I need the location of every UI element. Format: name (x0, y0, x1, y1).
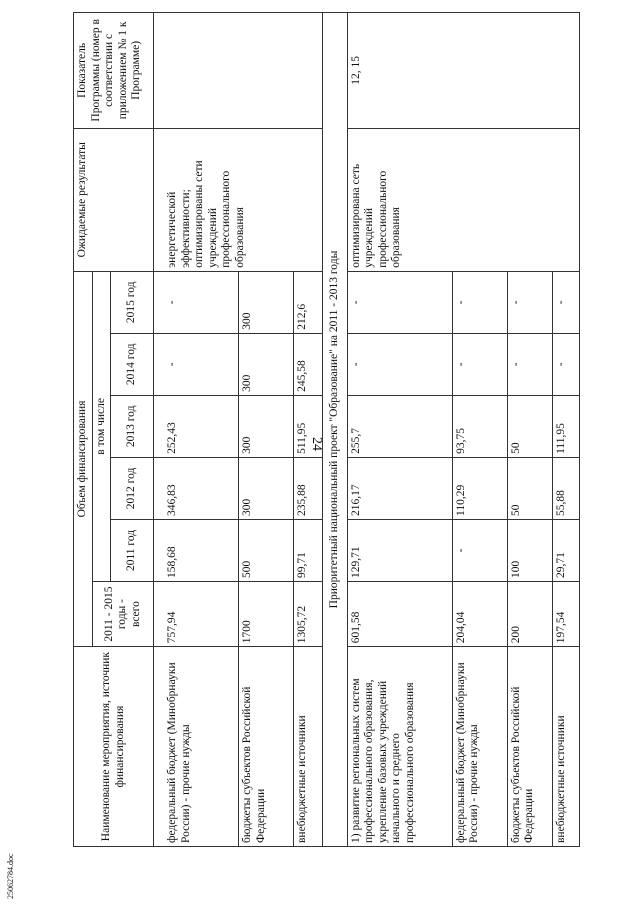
header-volume: Объем финансирования (74, 271, 93, 646)
cell-2011: 500 (239, 519, 294, 581)
header-2012: 2012 год (111, 457, 154, 519)
cell-2013: 111,95 (552, 395, 579, 457)
section-banner: Приоритетный национальный проект "Образование" на 2011 - 2013 годы (323, 13, 348, 847)
cell-2013: 252,43 (154, 395, 239, 457)
cell-2013: 50 (507, 395, 552, 457)
cell-2015: - (347, 271, 452, 333)
cell-2014: 300 (239, 333, 294, 395)
section-banner-row (323, 13, 348, 847)
row-name: федеральный бюджет (Минобрнауки России) - прочие нужды (452, 647, 507, 847)
row-name: бюджеты субъектов Российской Федерации (507, 647, 552, 847)
table-row (347, 13, 452, 847)
header-total: 2011 - 2015 годы - всего (92, 581, 154, 646)
cell-2011: 29,71 (552, 519, 579, 581)
cell-2011: 100 (507, 519, 552, 581)
header-2011: 2011 год (111, 519, 154, 581)
cell-2012: 50 (507, 457, 552, 519)
cell-2012: 300 (239, 457, 294, 519)
cell-2015: 300 (239, 271, 294, 333)
row-name: бюджеты субъектов Российской Федерации (239, 647, 294, 847)
row-name: федеральный бюджет (Минобрнауки России) - прочие нужды (154, 647, 239, 847)
cell-total: 197,54 (552, 581, 579, 646)
cell-2011: - (452, 519, 507, 581)
cell-2015: - (452, 271, 507, 333)
cell-2011: 158,68 (154, 519, 239, 581)
cell-expected: энергетической эффективности; оптимизированы сети учреждений профессионального образования (154, 128, 323, 271)
cell-2015: 212,6 (294, 271, 323, 333)
cell-2013: 511,95 (294, 395, 323, 457)
header-2015: 2015 год (111, 271, 154, 333)
cell-2014: - (552, 333, 579, 395)
cell-2012: 346,83 (154, 457, 239, 519)
table-row (154, 13, 239, 847)
header-2013: 2013 год (111, 395, 154, 457)
row-name: 1) развитие региональных систем профессионального образования, укрепление базовых учреждений начального и среднего профессионального образования (347, 647, 452, 847)
cell-total: 204,04 (452, 581, 507, 646)
cell-2015: - (154, 271, 239, 333)
page-number: 24 (309, 437, 324, 451)
cell-total: 601,58 (347, 581, 452, 646)
cell-2014: - (154, 333, 239, 395)
cell-2012: 110,29 (452, 457, 507, 519)
header-measure: Наименование мероприятия, источник финансирования (74, 647, 154, 847)
cell-2012: 55,88 (552, 457, 579, 519)
cell-2011: 129,71 (347, 519, 452, 581)
financing-table (73, 12, 580, 847)
cell-total: 200 (507, 581, 552, 646)
header-indicator: Показатель Программы (номер в соответствии с приложением № 1 к Программе) (74, 13, 154, 129)
cell-2014: 245,58 (294, 333, 323, 395)
cell-total: 1700 (239, 581, 294, 646)
row-name: внебюджетные источники (294, 647, 323, 847)
cell-2015: - (507, 271, 552, 333)
cell-2014: - (507, 333, 552, 395)
cell-2011: 99,71 (294, 519, 323, 581)
cell-2012: 235,88 (294, 457, 323, 519)
cell-2014: - (452, 333, 507, 395)
footer-filename: 25062784.doc (6, 853, 15, 899)
cell-indicator (154, 13, 323, 129)
cell-indicator: 12, 15 (347, 13, 579, 129)
cell-total: 1305,72 (294, 581, 323, 646)
row-name: внебюджетные источники (552, 647, 579, 847)
cell-2015: - (552, 271, 579, 333)
cell-total: 757,94 (154, 581, 239, 646)
cell-2013: 93,75 (452, 395, 507, 457)
header-expected: Ожидаемые результаты (74, 128, 154, 271)
cell-2013: 300 (239, 395, 294, 457)
cell-expected: оптимизирована сеть учреждений профессионального образования (347, 128, 579, 271)
cell-2013: 255,7 (347, 395, 452, 457)
cell-2014: - (347, 333, 452, 395)
cell-2012: 216,17 (347, 457, 452, 519)
header-including: в том числе (92, 271, 111, 581)
header-2014: 2014 год (111, 333, 154, 395)
